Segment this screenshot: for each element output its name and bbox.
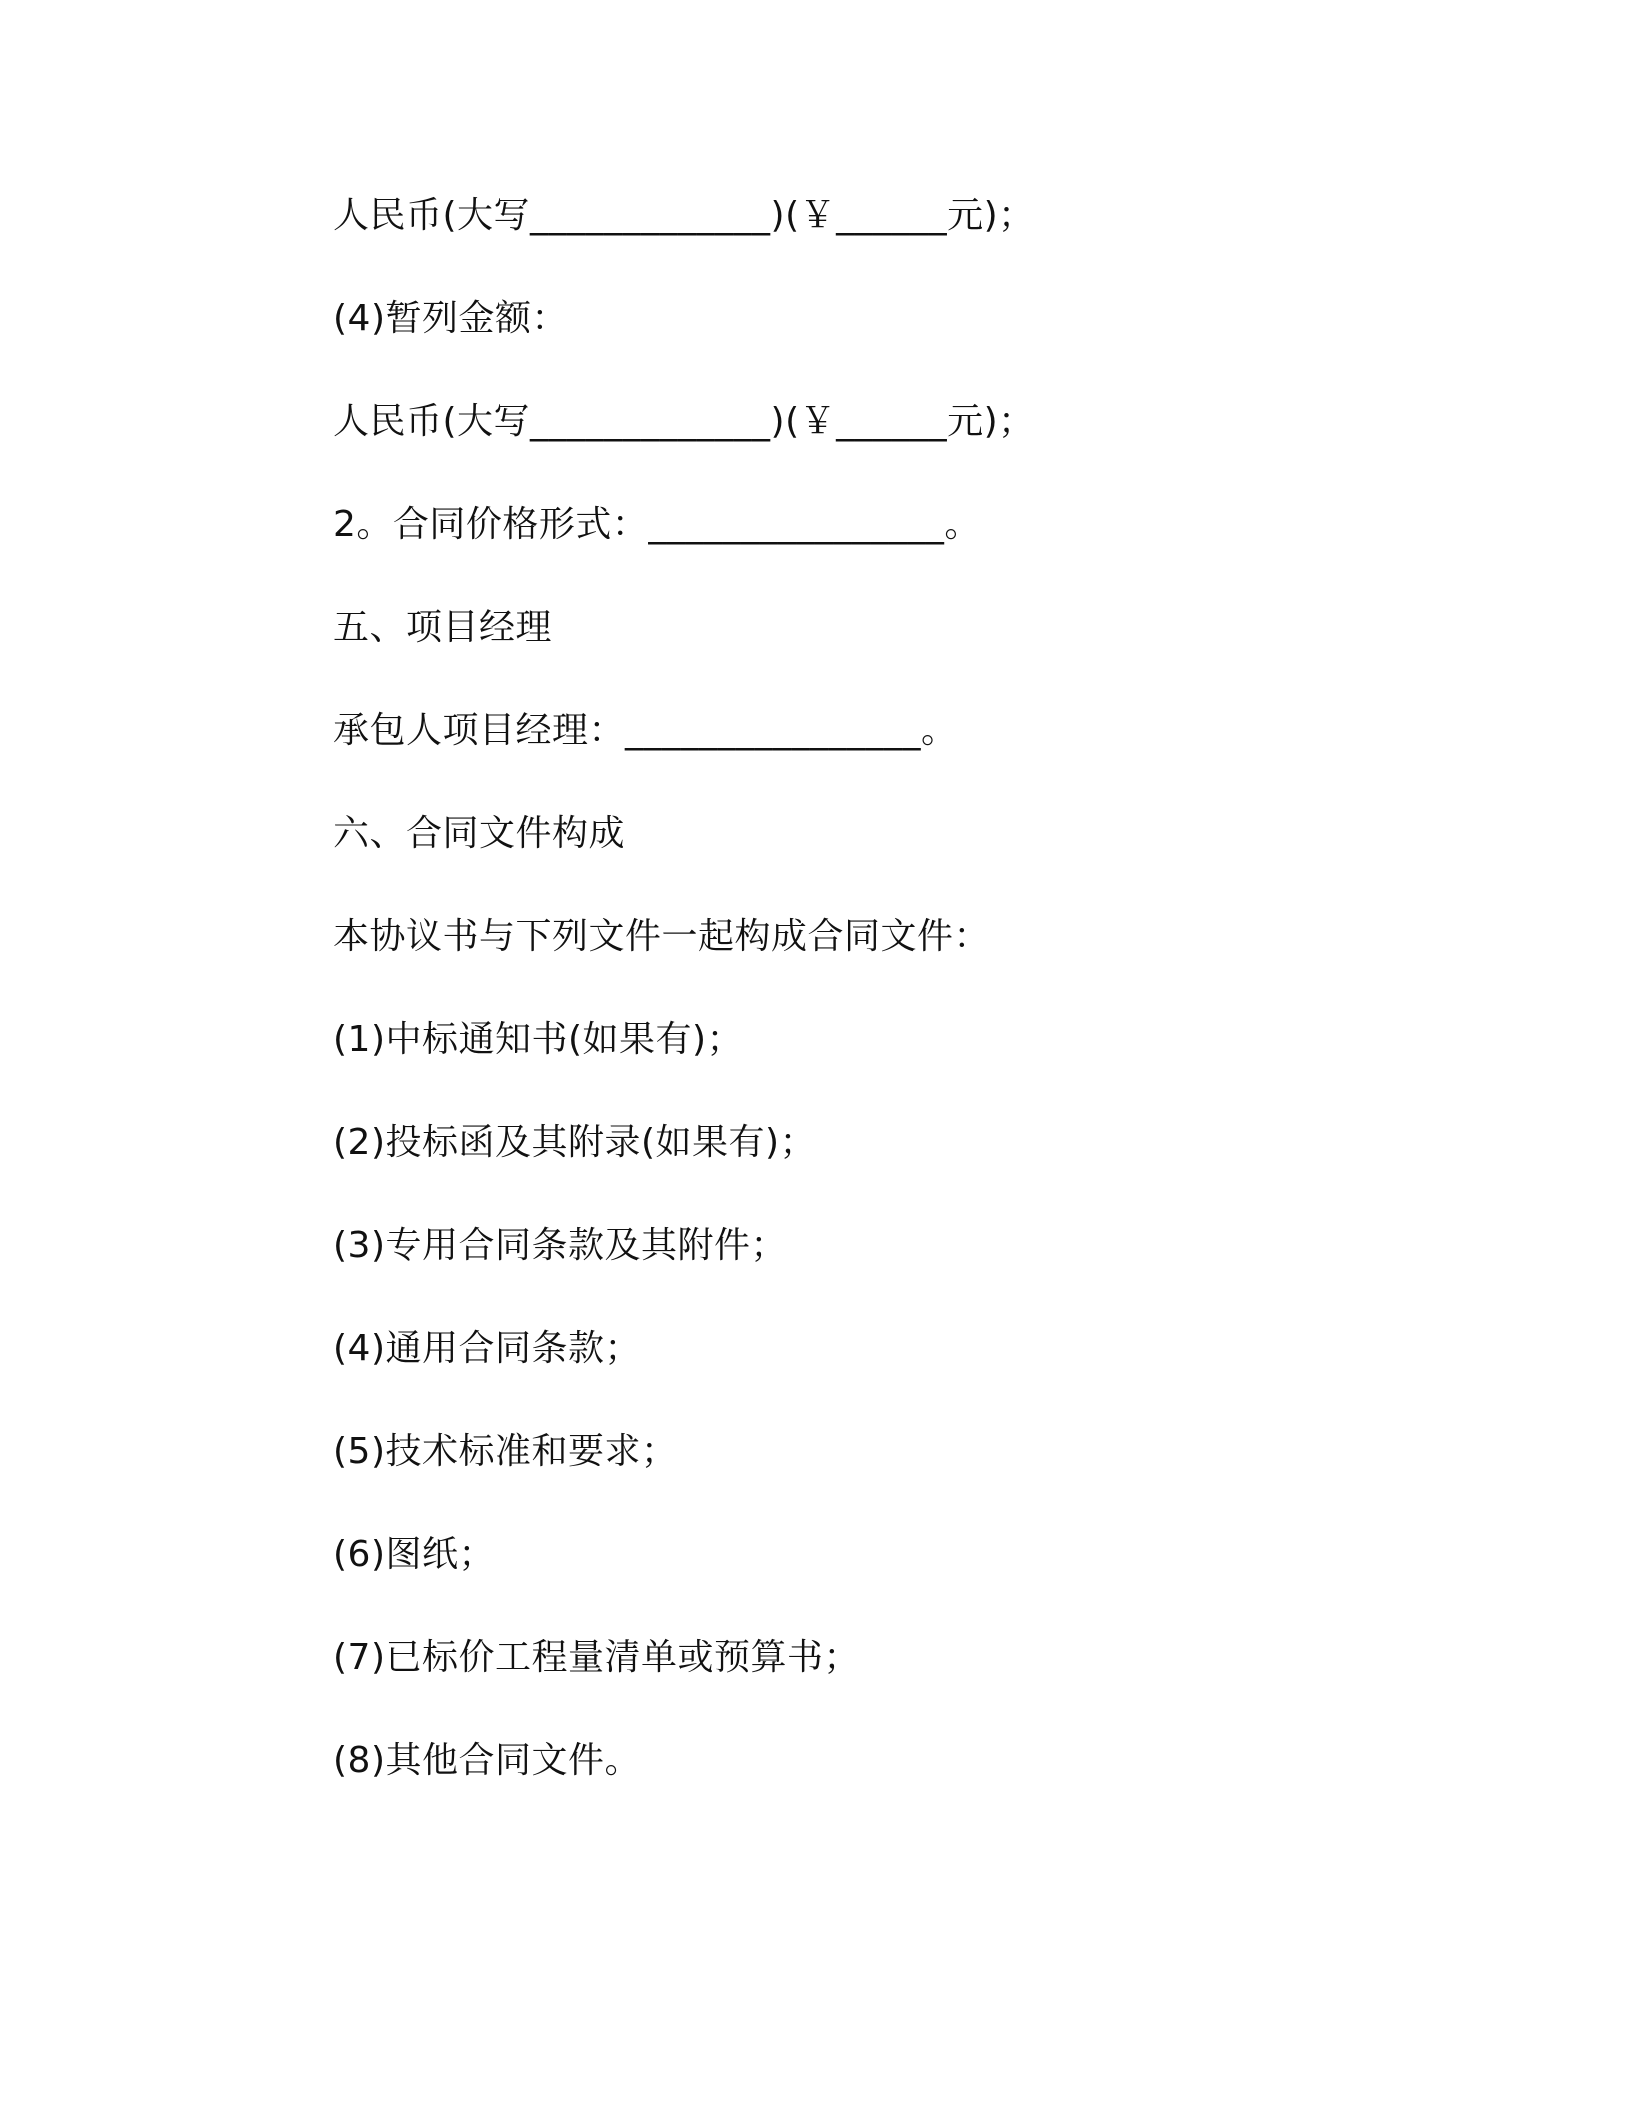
section-heading-project-manager: 五、项目经理 — [333, 607, 553, 648]
contract-document-item-4: (4)通用合同条款； — [333, 1328, 641, 1369]
contract-price-form-line: 2。合同价格形式：________________。 — [333, 504, 981, 545]
rmb-amount-line-2: 人民币(大写_____________)(￥______元)； — [333, 401, 1035, 442]
contract-document-item-8: (8)其他合同文件。 — [333, 1740, 641, 1781]
provisional-sum-heading: (4)暂列金额： — [333, 298, 568, 339]
contract-documents-intro: 本协议书与下列文件一起构成合同文件： — [333, 916, 991, 957]
contract-document-item-2: (2)投标函及其附录(如果有)； — [333, 1122, 817, 1163]
contract-document-item-6: (6)图纸； — [333, 1534, 495, 1575]
contract-document-item-3: (3)专用合同条款及其附件； — [333, 1225, 787, 1266]
section-heading-contract-documents: 六、合同文件构成 — [333, 813, 626, 854]
contract-document-item-1: (1)中标通知书(如果有)； — [333, 1019, 744, 1060]
rmb-amount-line-1: 人民币(大写_____________)(￥______元)； — [333, 195, 1035, 236]
document-body — [333, 188, 1433, 1836]
contract-document-item-5: (5)技术标准和要求； — [333, 1431, 678, 1472]
contractor-project-manager-line: 承包人项目经理：________________。 — [333, 710, 958, 751]
contract-document-item-7: (7)已标价工程量清单或预算书； — [333, 1637, 860, 1678]
